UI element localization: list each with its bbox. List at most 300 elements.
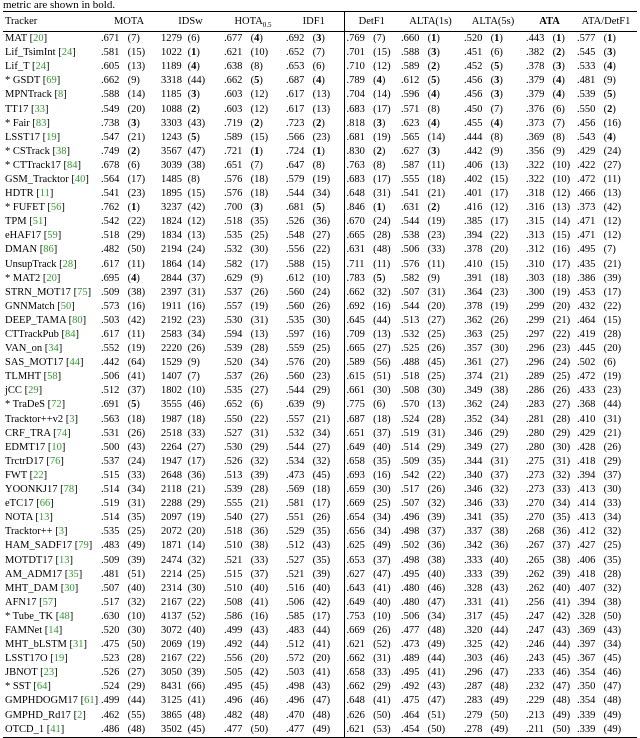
- table-row: [3, 525, 637, 539]
- metric-value: .394: [464, 230, 483, 242]
- metric-value: .540: [224, 512, 243, 524]
- citation-link[interactable]: 11: [39, 188, 50, 200]
- metric-value: .391: [464, 272, 483, 284]
- citation-link[interactable]: 3: [69, 413, 75, 425]
- metric-cell: 1834 (13): [161, 230, 206, 242]
- metric-value: .247: [526, 610, 545, 622]
- metric-cell: .286 (26): [526, 385, 571, 397]
- citation-link[interactable]: 40: [74, 173, 86, 185]
- metric-cell: .233 (46): [526, 667, 571, 679]
- metric-rank: 16: [556, 244, 567, 256]
- metric-value: .275: [526, 455, 545, 467]
- metric-rank: 2: [431, 202, 437, 214]
- metric-cell: .520 (1): [464, 33, 503, 45]
- citation-link[interactable]: 30: [64, 582, 75, 594]
- citation-link[interactable]: 10: [51, 441, 62, 453]
- table-row: [3, 652, 637, 666]
- metric-value: .328: [577, 610, 596, 622]
- column-header-label: ALTA(1s): [409, 15, 452, 27]
- citation-link[interactable]: 51: [32, 216, 44, 228]
- metric-cell: .414 (33): [577, 498, 622, 510]
- metric-rank: 42: [254, 667, 265, 679]
- citation-link[interactable]: 35: [68, 568, 79, 580]
- citation-link[interactable]: 74: [56, 427, 68, 439]
- citation-link[interactable]: 22: [33, 469, 44, 481]
- citation-link[interactable]: 13: [38, 512, 50, 524]
- metric-rank: 40: [431, 568, 442, 580]
- tracker-label: CRF_TRA: [5, 427, 54, 439]
- metric-cell: .471 (12): [577, 230, 622, 242]
- metric-value: .344: [464, 455, 483, 467]
- metric-rank: 30: [376, 385, 388, 397]
- citation-link[interactable]: 31: [72, 639, 84, 651]
- metric-cell: .631 (2): [401, 202, 440, 214]
- metric-rank: 41: [191, 695, 202, 707]
- metric-rank: 18: [376, 413, 388, 425]
- metric-value: .506: [101, 371, 120, 383]
- metric-cell: 3237 (42): [161, 202, 206, 214]
- metric-rank: 37: [607, 469, 618, 481]
- metric-value: .361: [464, 357, 483, 369]
- metric-value: .572: [286, 653, 305, 665]
- metric-rank: 44: [431, 653, 442, 665]
- metric-value: .563: [101, 413, 120, 425]
- metric-value: .617: [286, 89, 305, 101]
- metric-cell: .687 (4): [286, 75, 325, 87]
- metric-cell: .541 (23): [101, 188, 146, 200]
- citation-link[interactable]: 13: [58, 554, 70, 566]
- metric-rank: 31: [254, 314, 265, 326]
- metric-cell: .502 (6): [577, 357, 616, 369]
- citation-link[interactable]: 72: [51, 399, 62, 411]
- metric-value: .631: [401, 202, 420, 214]
- tracker-name: CTTrackPub [84]: [5, 329, 79, 341]
- metric-value: .229: [526, 695, 545, 707]
- metric-cell: .362 (24): [464, 399, 509, 411]
- metric-cell: .313 (15): [526, 230, 571, 242]
- metric-cell: .818 (3): [344, 117, 399, 131]
- citation-link[interactable]: 83: [35, 117, 47, 129]
- metric-cell: .342 (36): [464, 540, 509, 552]
- citation-link[interactable]: 75: [77, 286, 88, 298]
- metric-value: .320: [464, 624, 483, 636]
- metric-value: .349: [464, 441, 483, 453]
- tracker-label: TPM: [5, 216, 30, 228]
- metric-rank: 39: [494, 568, 505, 580]
- metric-rank: 41: [431, 667, 442, 679]
- metric-cell: .724 (1): [286, 145, 325, 157]
- citation-link[interactable]: 61: [84, 695, 95, 707]
- metric-cell: .492 (43): [401, 681, 446, 693]
- metric-rank: 20: [316, 357, 327, 369]
- metric-cell: .692 (16): [344, 300, 399, 314]
- metric-cell: .586 (16): [224, 610, 269, 622]
- citation-link[interactable]: 28: [62, 258, 74, 270]
- metric-value: .544: [401, 300, 420, 312]
- citation-link[interactable]: 76: [49, 455, 61, 467]
- metric-rank: 43: [131, 441, 142, 453]
- table-row: [3, 88, 637, 102]
- metric-rank: 35: [131, 512, 142, 524]
- metric-cell: .496 (47): [286, 695, 331, 707]
- metric-cell: .512 (37): [101, 385, 146, 397]
- metric-cell: .643 (41): [344, 582, 399, 596]
- metric-value: .701: [346, 47, 365, 59]
- metric-rank: 32: [431, 498, 442, 510]
- citation-link[interactable]: 29: [28, 385, 39, 397]
- metric-value: .543: [577, 131, 596, 143]
- tracker-label: TrctrD17: [5, 455, 47, 467]
- metric-rank: 7: [191, 371, 197, 383]
- metric-cell: .626 (50): [344, 709, 399, 723]
- tracker-label: UnsupTrack: [5, 258, 60, 270]
- metric-value: .542: [101, 216, 120, 228]
- metric-cell: .541 (21): [401, 188, 446, 200]
- citation-link[interactable]: 14: [48, 624, 59, 636]
- metric-rank: 26: [431, 343, 442, 355]
- metric-rank: 21: [254, 498, 265, 510]
- metric-value: .576: [224, 173, 243, 185]
- metric-value: .475: [101, 639, 120, 651]
- metric-rank: 29: [254, 441, 265, 453]
- citation-link[interactable]: 24: [61, 47, 73, 59]
- metric-cell: .645 (44): [344, 314, 399, 328]
- metric-rank: 8: [376, 159, 382, 171]
- metric-rank: 52: [191, 610, 202, 622]
- metric-cell: .539 (5): [577, 89, 616, 101]
- metric-cell: .537 (24): [101, 455, 146, 467]
- metric-value: 3555: [161, 399, 182, 411]
- metric-value: .700: [224, 202, 243, 214]
- metric-rank: 12: [556, 188, 567, 200]
- metric-cell: .432 (22): [577, 300, 622, 312]
- metric-value: .346: [464, 427, 483, 439]
- metric-rank: 6: [607, 357, 613, 369]
- metric-cell: 2264 (27): [161, 441, 206, 453]
- metric-rank: 14: [376, 89, 388, 101]
- metric-value: .265: [526, 554, 545, 566]
- metric-value: 2648: [161, 469, 182, 481]
- metric-value: .560: [286, 300, 305, 312]
- metric-value: .303: [464, 653, 483, 665]
- metric-rank: 19: [431, 216, 442, 228]
- metric-value: .545: [577, 47, 596, 59]
- metric-cell: .677 (4): [224, 33, 263, 45]
- metric-rank: 2: [191, 103, 197, 115]
- metric-rank: 25: [191, 568, 202, 580]
- tracker-label: HAM_SADF17: [5, 540, 75, 552]
- metric-cell: .669 (25): [344, 497, 399, 511]
- metric-value: .681: [346, 131, 365, 143]
- metric-value: .349: [464, 385, 483, 397]
- metric-cell: .499 (44): [101, 695, 146, 707]
- metric-value: .643: [346, 582, 365, 594]
- metric-cell: .422 (27): [577, 159, 622, 171]
- citation-link[interactable]: 34: [48, 343, 59, 355]
- metric-rank: 13: [316, 103, 327, 115]
- citation-link[interactable]: 66: [39, 498, 51, 510]
- metric-value: .325: [464, 639, 483, 651]
- metric-value: .394: [577, 469, 596, 481]
- citation-link[interactable]: 58: [47, 371, 58, 383]
- metric-value: 2844: [161, 272, 182, 284]
- citation-link[interactable]: 48: [59, 610, 70, 622]
- metric-value: .623: [401, 117, 420, 129]
- metric-cell: 1243 (5): [161, 131, 200, 143]
- metric-value: .362: [464, 399, 483, 411]
- metric-cell: .341 (35): [464, 512, 509, 524]
- metric-value: .413: [577, 512, 596, 524]
- table-row: [3, 413, 637, 427]
- metric-cell: .455 (4): [464, 117, 503, 129]
- metric-cell: .310 (17): [526, 258, 571, 270]
- tracker-name: GSM_Tracktor [40]: [5, 173, 89, 185]
- citation-link[interactable]: 59: [47, 230, 58, 242]
- metric-rank: 4: [131, 272, 137, 284]
- citation-link[interactable]: 20: [33, 33, 44, 45]
- metric-rank: 35: [376, 455, 388, 467]
- metric-cell: .406 (35): [577, 554, 622, 566]
- metric-value: .539: [224, 343, 243, 355]
- metric-rank: 25: [316, 343, 327, 355]
- citation-link[interactable]: 2: [77, 709, 83, 721]
- citation-link[interactable]: 57: [42, 596, 54, 608]
- metric-rank: 41: [316, 639, 327, 651]
- citation-link[interactable]: 19: [53, 653, 65, 665]
- metric-value: .603: [224, 89, 243, 101]
- column-header: [222, 12, 284, 32]
- tracker-label: eTC17: [5, 498, 37, 510]
- column-header: [344, 12, 399, 32]
- metric-rank: 16: [131, 300, 142, 312]
- metric-cell: .615 (51): [344, 370, 399, 384]
- metric-value: .605: [101, 61, 120, 73]
- metric-cell: .711 (11): [344, 258, 399, 272]
- table-row: [3, 666, 637, 680]
- metric-value: .656: [346, 526, 365, 538]
- metric-rank: 34: [191, 329, 202, 341]
- metric-rank: 43: [556, 624, 567, 636]
- metric-rank: 32: [556, 469, 567, 481]
- citation-link[interactable]: 80: [72, 314, 83, 326]
- metric-rank: 27: [254, 385, 265, 397]
- metric-cell: .445 (20): [577, 343, 622, 355]
- table-row: [3, 243, 637, 257]
- metric-cell: .328 (50): [577, 610, 622, 622]
- metric-value: .648: [346, 695, 365, 707]
- metric-cell: .428 (26): [577, 441, 622, 453]
- metric-value: .514: [101, 512, 120, 524]
- metric-rank: 45: [316, 469, 327, 481]
- metric-rank: 50: [131, 244, 142, 256]
- metric-cell: .273 (33): [526, 484, 571, 496]
- citation-link[interactable]: 41: [50, 723, 61, 735]
- metric-rank: 35: [494, 512, 505, 524]
- metric-cell: .535 (25): [224, 230, 269, 242]
- metric-rank: 26: [131, 427, 142, 439]
- metric-rank: 22: [191, 596, 202, 608]
- results-table: [3, 11, 637, 738]
- metric-rank: 2: [316, 117, 322, 129]
- metric-cell: .638 (8): [224, 61, 263, 73]
- citation-link[interactable]: 3: [58, 526, 64, 538]
- column-header-label: MOTA: [113, 15, 145, 27]
- metric-cell: .495 (45): [224, 681, 269, 693]
- metric-cell: .531 (26): [101, 427, 146, 439]
- metric-value: .544: [286, 385, 305, 397]
- metric-cell: .576 (18): [224, 173, 269, 185]
- metric-cell: .509 (35): [401, 455, 446, 467]
- metric-value: .507: [401, 286, 420, 298]
- citation-link[interactable]: 78: [63, 484, 75, 496]
- citation-link[interactable]: 56: [50, 202, 62, 214]
- metric-cell: .512 (41): [286, 639, 331, 651]
- citation-link[interactable]: 79: [78, 540, 89, 552]
- tracker-name: * CSTrack [38]: [5, 145, 70, 157]
- metric-rank: 21: [431, 188, 442, 200]
- metric-cell: .361 (27): [464, 357, 509, 369]
- table-row: [3, 356, 637, 370]
- metric-rank: 8: [556, 131, 562, 143]
- metric-rank: 34: [131, 484, 142, 496]
- metric-value: .581: [286, 498, 305, 510]
- metric-value: .507: [101, 582, 120, 594]
- tracker-name: FWT [22]: [5, 469, 48, 481]
- metric-value: 2583: [161, 329, 182, 341]
- metric-cell: .328 (43): [464, 582, 509, 594]
- metric-cell: .378 (3): [526, 61, 565, 73]
- metric-value: .300: [526, 286, 545, 298]
- citation-link[interactable]: 84: [67, 159, 78, 171]
- metric-value: .297: [526, 329, 545, 341]
- metric-value: .582: [401, 272, 420, 284]
- metric-value: .379: [526, 89, 545, 101]
- metric-value: .498: [401, 554, 420, 566]
- metric-cell: .617 (11): [101, 329, 145, 341]
- citation-link[interactable]: 86: [43, 244, 54, 256]
- citation-link[interactable]: 8: [58, 89, 64, 101]
- metric-cell: .379 (4): [526, 89, 565, 101]
- citation-link[interactable]: 33: [34, 103, 45, 115]
- table-row: [3, 187, 637, 201]
- metric-rank: 5: [316, 202, 322, 214]
- tracker-name: * TraDeS [72]: [5, 399, 66, 411]
- metric-cell: .530 (29): [224, 441, 269, 453]
- metric-rank: 19: [191, 512, 202, 524]
- metric-rank: 20: [131, 103, 142, 115]
- metric-cell: .339 (49): [575, 723, 637, 738]
- metric-value: 1485: [161, 173, 182, 185]
- metric-cell: .483 (44): [286, 624, 331, 636]
- metric-rank: 35: [607, 554, 618, 566]
- citation-link[interactable]: 20: [46, 272, 57, 284]
- citation-link[interactable]: 50: [60, 300, 72, 312]
- metric-rank: 21: [131, 131, 142, 143]
- table-row: [3, 328, 637, 342]
- metric-rank: 5: [376, 272, 382, 284]
- metric-rank: 1: [376, 202, 382, 214]
- metric-cell: .296 (24): [526, 357, 571, 369]
- metric-cell: .587 (11): [401, 159, 445, 171]
- metric-cell: 1279 (6): [161, 33, 200, 45]
- metric-cell: .346 (29): [464, 427, 509, 439]
- metric-cell: .701 (15): [344, 46, 399, 60]
- citation-link[interactable]: 44: [69, 357, 80, 369]
- metric-rank: 48: [376, 244, 388, 256]
- metric-rank: 43: [607, 624, 618, 636]
- citation-link[interactable]: 38: [55, 145, 67, 157]
- metric-rank: 53: [376, 723, 388, 735]
- metric-cell: .464 (15): [577, 314, 622, 326]
- metric-rank: 42: [607, 202, 618, 214]
- metric-cell: .317 (45): [464, 610, 509, 622]
- tracker-name: DEEP_TAMA [80]: [5, 314, 87, 326]
- metric-cell: .510 (40): [224, 582, 269, 594]
- metric-cell: 3865 (48): [161, 709, 206, 721]
- metric-rank: 15: [556, 230, 567, 242]
- metric-cell: .537 (26): [224, 371, 269, 383]
- metric-rank: 3: [316, 33, 322, 45]
- metric-cell: .283 (49): [464, 695, 509, 707]
- citation-link[interactable]: 64: [36, 681, 48, 693]
- metric-value: .588: [286, 258, 305, 270]
- metric-cell: .270 (35): [526, 512, 571, 524]
- metric-cell: .456 (16): [577, 117, 622, 129]
- metric-rank: 33: [607, 498, 618, 510]
- metric-rank: 7: [316, 47, 322, 59]
- metric-value: .402: [464, 173, 483, 185]
- metric-cell: .268 (36): [526, 526, 571, 538]
- table-row: [3, 342, 637, 356]
- metric-cell: .451 (6): [464, 47, 503, 59]
- metric-cell: .316 (13): [526, 202, 571, 214]
- metric-rank: 40: [376, 441, 388, 453]
- metric-cell: .344 (31): [464, 455, 509, 467]
- metric-value: 1824: [161, 216, 182, 228]
- citation-link[interactable]: 69: [46, 75, 57, 87]
- citation-link[interactable]: 24: [35, 61, 46, 73]
- metric-rank: 34: [316, 188, 327, 200]
- table-row: [3, 32, 637, 47]
- metric-cell: .475 (47): [401, 695, 446, 707]
- metric-cell: .363 (25): [464, 329, 509, 341]
- metric-cell: .710 (12): [344, 60, 399, 74]
- table-row: [3, 286, 637, 300]
- metric-rank: 37: [254, 568, 265, 580]
- metric-rank: 18: [316, 484, 327, 496]
- table-row: [3, 201, 637, 215]
- metric-rank: 41: [131, 371, 142, 383]
- metric-cell: .416 (12): [464, 202, 509, 214]
- metric-value: .503: [286, 667, 305, 679]
- metric-value: .418: [577, 455, 596, 467]
- metric-value: .508: [224, 596, 243, 608]
- metric-value: .527: [224, 427, 243, 439]
- citation-link[interactable]: 23: [43, 667, 55, 679]
- metric-rank: 42: [131, 314, 142, 326]
- citation-link[interactable]: 19: [46, 131, 57, 143]
- citation-link[interactable]: 84: [65, 329, 76, 341]
- metric-cell: .603 (12): [224, 103, 269, 115]
- metric-rank: 33: [191, 427, 202, 439]
- metric-value: .498: [401, 526, 420, 538]
- tracker-label: * Fair: [5, 117, 33, 129]
- metric-value: .287: [464, 681, 483, 693]
- tracker-label: GMPHDOGM17: [5, 695, 81, 707]
- metric-rank: 13: [431, 399, 442, 411]
- metric-rank: 37: [556, 540, 567, 552]
- metric-value: .530: [224, 314, 243, 326]
